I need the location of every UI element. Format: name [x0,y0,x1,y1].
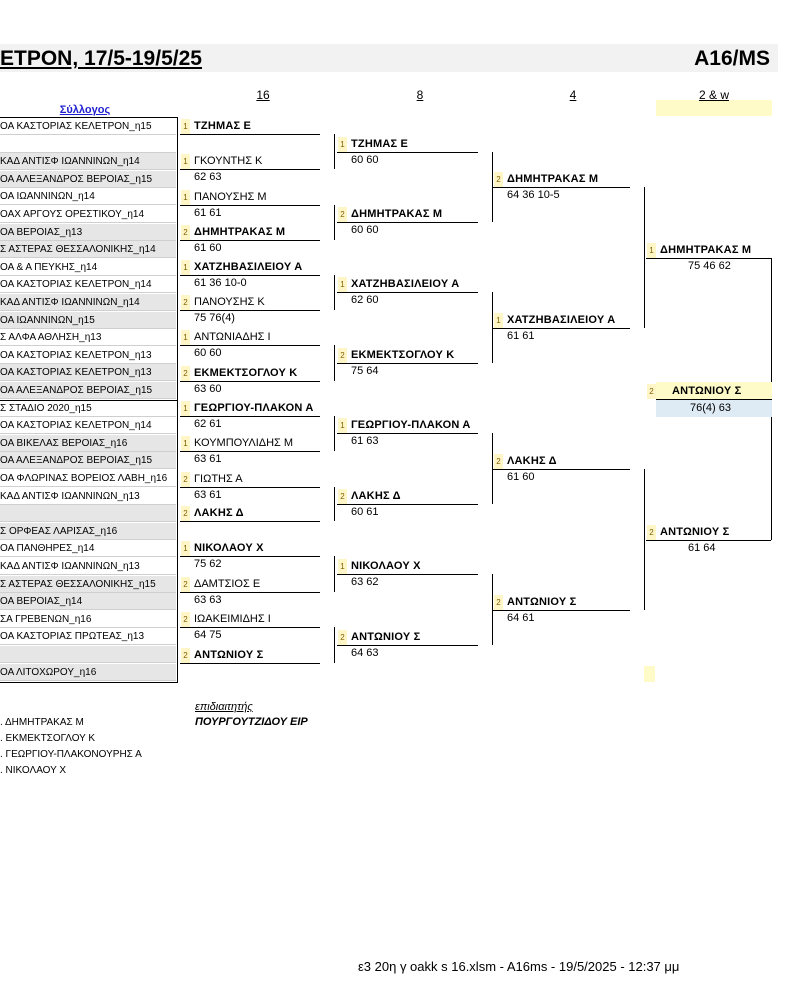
qf-player-name: ΕΚΜΕΚΤΣΟΓΛΟΥ Κ [351,349,455,361]
club-cell: ΟΑ ΚΑΣΤΟΡΙΑΣ ΠΡΩΤΕΑΣ_η13 [0,628,176,645]
bracket-line [334,205,335,240]
club-cell: ΟΑ ΚΑΣΤΟΡΙΑΣ ΚΕΛΕΤΡΟΝ_η14 [0,276,176,293]
seed-marker: 2 [338,630,347,645]
club-cell: ΟΑ ΠΑΝΘΗΡΕΣ_η14 [0,540,176,557]
club-cell: ΟΑ ΒΕΡΟΙΑΣ_η13 [0,224,176,241]
match-score: 64 36 10-5 [507,189,560,201]
blank-seed-marker [644,666,655,682]
seed-marker: 1 [338,137,347,152]
club-column-header: Σύλλογος [59,104,111,116]
club-cell [0,505,176,522]
seed-marker: 2 [338,348,347,363]
round-header-final: 2 & w [698,88,729,102]
bracket-line [334,345,335,381]
seed-marker: 2 [181,648,190,663]
club-cell [0,136,176,153]
seed-marker: 2 [494,454,503,469]
seed-marker: 1 [494,313,503,328]
r16-player-name: ΓΙΩΤΗΣ Α [194,473,243,485]
club-half-divider [0,400,178,401]
bracket-line [334,627,335,663]
r16-player-name: ΓΕΩΡΓΙΟΥ-ΠΛΑΚΟΝ Α [194,402,314,414]
r16-player-name: ΛΑΚΗΣ Δ [194,507,244,519]
qf-player-name: ΝΙΚΟΛΑΟΥ Χ [351,560,421,572]
club-cell: ΟΑ ΦΛΩΡΙΝΑΣ ΒΟΡΕΙΟΣ ΛΑΒΗ_η16 [0,470,176,487]
seed-marker: 1 [338,418,347,433]
club-cell: ΟΑ ΙΩΑΝΝΙΝΩΝ_η14 [0,188,176,205]
ranking-item: . ΝΙΚΟΛΑΟΥ Χ [0,765,67,776]
club-cell: ΟΑ ΑΛΕΞΑΝΔΡΟΣ ΒΕΡΟΙΑΣ_η15 [0,171,176,188]
club-cell: ΟΑ ΚΑΣΤΟΡΙΑΣ ΚΕΛΕΤΡΟΝ_η13 [0,347,176,364]
match-score: 75 64 [351,365,379,377]
seed-marker: 2 [181,612,190,627]
bracket-line [656,399,772,400]
r16-player-name: ΔΑΜΤΣΙΟΣ Ε [194,578,261,590]
club-cell: ΟΑ & Α ΠΕΥΚΗΣ_η14 [0,259,176,276]
r16-player-name: ΠΑΝΟΥΣΗΣ Κ [194,296,265,308]
match-score: 63 63 [194,594,222,606]
match-score: 61 63 [351,435,379,447]
seed-marker: 1 [181,260,190,275]
round-header-8: 8 [416,88,424,102]
seed-marker: 1 [647,243,656,258]
qf-player-name: ΑΝΤΩΝΙΟΥ Σ [351,631,421,643]
club-cell: ΚΑΔ ΑΝΤΙΣΦ ΙΩΑΝΝΙΝΩΝ_η14 [0,294,176,311]
club-cell: ΟΑ ΚΑΣΤΟΡΙΑΣ ΚΕΛΕΤΡΟΝ_η13 [0,364,176,381]
match-score: 60 60 [351,154,379,166]
bracket-line [644,187,645,328]
r16-player-name: ΑΝΤΩΝΙΟΥ Σ [194,649,264,661]
match-score: 61 64 [688,542,716,554]
winner-score: 76(4) 63 [690,402,731,414]
bracket-line [334,416,335,451]
seed-marker: 2 [181,506,190,521]
match-score: 75 76(4) [194,312,235,324]
club-cell: ΣΑ ΓΡΕΒΕΝΩΝ_η16 [0,611,176,628]
seed-marker: 1 [181,401,190,416]
match-score: 64 63 [351,647,379,659]
seed-marker: 2 [181,366,190,381]
club-cell: ΟΑ ΛΙΤΟΧΩΡΟΥ_η16 [0,664,176,681]
seed-marker: 1 [338,559,347,574]
club-cell [0,646,176,663]
seed-marker: 1 [181,436,190,451]
match-score: 61 36 10-0 [194,277,247,289]
match-score: 61 61 [507,330,535,342]
round-header-4: 4 [569,88,577,102]
match-score: 62 63 [194,171,222,183]
r16-player-name: ΚΟΥΜΠΟΥΛΙΔΗΣ Μ [194,437,294,449]
bracket-line [334,556,335,592]
sf-player-name: ΛΑΚΗΣ Δ [507,455,557,467]
bracket-line [180,134,320,135]
match-score: 61 60 [194,242,222,254]
seed-marker: 1 [181,541,190,556]
seed-marker: 1 [181,190,190,205]
seed-marker: 2 [181,295,190,310]
qf-player-name: ΧΑΤΖΗΒΑΣΙΛΕΙΟΥ Α [351,278,460,290]
club-cell: ΟΑ ΚΑΣΤΟΡΙΑΣ ΚΕΛΕΤΡΟΝ_η14 [0,417,176,434]
sf-player-name: ΧΑΤΖΗΒΑΣΙΛΕΙΟΥ Α [507,314,616,326]
club-cell: ΟΑ ΙΩΑΝΝΙΝΩΝ_η15 [0,312,176,329]
match-score: 64 61 [507,612,535,624]
bracket-line [180,521,320,522]
file-footer: ε3 20η γ oakk s 16.xlsm - A16ms - 19/5/2025 - 12:37 μμ [358,959,680,974]
ranking-item: . ΔΗΜΗΤΡΑΚΑΣ Μ [0,717,84,728]
club-cell: ΟΑ ΑΛΕΞΑΝΔΡΟΣ ΒΕΡΟΙΑΣ_η15 [0,452,176,469]
sf-player-name: ΑΝΤΩΝΙΟΥ Σ [507,596,577,608]
club-cell: ΟΑ ΑΛΕΞΑΝΔΡΟΣ ΒΕΡΟΙΑΣ_η15 [0,382,176,399]
match-score: 63 61 [194,489,222,501]
club-cell: Σ ΣΤΑΔΙΟ 2020_η15 [0,400,176,417]
match-score: 75 46 62 [688,260,731,272]
match-score: 62 61 [194,418,222,430]
r16-player-name: ΙΩΑΚΕΙΜΙΔΗΣ Ι [194,613,271,625]
seed-marker: 2 [647,384,656,399]
ranking-item: . ΓΕΩΡΓΙΟΥ-ΠΛΑΚΟΝΟΥΡΗΣ Α [0,749,142,760]
club-cell: Σ ΑΣΤΕΡΑΣ ΘΕΣΣΑΛΟΝΙΚΗΣ_η14 [0,241,176,258]
match-score: 64 75 [194,629,222,641]
seed-marker: 2 [181,225,190,240]
referee-name: ΠΟΥΡΓΟΥΤΖΙΔΟΥ ΕΙΡ [195,716,308,728]
match-score: 75 62 [194,558,222,570]
seed-marker: 1 [181,119,190,134]
match-score: 60 60 [351,224,379,236]
bracket-line [334,275,335,310]
club-cell: ΟΑΧ ΑΡΓΟΥΣ ΟΡΕΣΤΙΚΟΥ_η14 [0,206,176,223]
r16-player-name: ΠΑΝΟΥΣΗΣ Μ [194,191,267,203]
qf-player-name: ΔΗΜΗΤΡΑΚΑΣ Μ [351,208,443,220]
club-cell: ΟΑ ΒΕΡΟΙΑΣ_η14 [0,593,176,610]
seed-marker: 2 [181,472,190,487]
final-header-highlight [656,100,772,116]
club-cell: ΚΑΔ ΑΝΤΙΣΦ ΙΩΑΝΝΙΝΩΝ_η13 [0,488,176,505]
club-cell: ΟΑ ΚΑΣΤΟΡΙΑΣ ΚΕΛΕΤΡΟΝ_η15 [0,118,176,135]
r16-player-name: ΤΖΗΜΑΣ Ε [194,120,252,132]
club-cell: Σ ΑΣΤΕΡΑΣ ΘΕΣΣΑΛΟΝΙΚΗΣ_η15 [0,576,176,593]
referee-label: επιδιαιτητής [195,701,253,713]
qf-player-name: ΤΖΗΜΑΣ Ε [351,138,409,150]
seed-marker: 2 [647,525,656,540]
seed-marker: 1 [181,330,190,345]
seed-marker: 2 [181,577,190,592]
club-cell: ΚΑΔ ΑΝΤΙΣΦ ΙΩΑΝΝΙΝΩΝ_η14 [0,153,176,170]
qf-player-name: ΛΑΚΗΣ Δ [351,490,401,502]
club-cell: Σ ΟΡΦΕΑΣ ΛΑΡΙΣΑΣ_η16 [0,523,176,540]
sf-player-name: ΔΗΜΗΤΡΑΚΑΣ Μ [507,173,599,185]
club-cell: Σ ΑΛΦΑ ΑΘΛΗΣΗ_η13 [0,329,176,346]
r16-player-name: ΝΙΚΟΛΑΟΥ Χ [194,542,264,554]
ranking-item: . ΕΚΜΕΚΤΣΟΓΛΟΥ Κ [0,733,96,744]
final-player-name: ΑΝΤΩΝΙΟΥ Σ [660,526,730,538]
seed-marker: 2 [494,595,503,610]
r16-player-name: ΓΚΟΥΝΤΗΣ Κ [194,155,263,167]
seed-marker: 1 [338,277,347,292]
club-cell: ΚΑΔ ΑΝΤΙΣΦ ΙΩΑΝΝΙΝΩΝ_η13 [0,558,176,575]
seed-marker: 2 [494,172,503,187]
match-score: 63 62 [351,576,379,588]
match-score: 63 61 [194,453,222,465]
bracket-line [180,663,320,664]
match-score: 61 60 [507,471,535,483]
club-cell: ΟΑ ΒΙΚΕΛΑΣ ΒΕΡΟΙΑΣ_η16 [0,435,176,452]
round-header-16: 16 [256,88,270,102]
r16-player-name: ΑΝΤΩΝΙΑΔΗΣ Ι [194,331,271,343]
seed-marker: 1 [181,154,190,169]
category-label: A16/MS [694,47,770,70]
r16-player-name: ΕΚΜΕΚΤΣΟΓΛΟΥ Κ [194,367,298,379]
final-player-name: ΔΗΜΗΤΡΑΚΑΣ Μ [660,244,752,256]
match-score: 60 60 [194,347,222,359]
match-score: 62 60 [351,294,379,306]
match-score: 61 61 [194,207,222,219]
tournament-title: ΕΤΡΟΝ, 17/5-19/5/25 [0,47,202,70]
r16-player-name: ΧΑΤΖΗΒΑΣΙΛΕΙΟΥ Α [194,261,303,273]
bracket-line [644,469,645,610]
r16-player-name: ΔΗΜΗΤΡΑΚΑΣ Μ [194,226,286,238]
seed-marker: 2 [338,207,347,222]
bracket-line [334,487,335,521]
qf-player-name: ΓΕΩΡΓΙΟΥ-ΠΛΑΚΟΝ Α [351,419,471,431]
match-score: 60 61 [351,506,379,518]
bracket-line [334,134,335,169]
seed-marker: 2 [338,489,347,504]
winner-name: ΑΝΤΩΝΙΟΥ Σ [672,385,742,397]
match-score: 63 60 [194,383,222,395]
